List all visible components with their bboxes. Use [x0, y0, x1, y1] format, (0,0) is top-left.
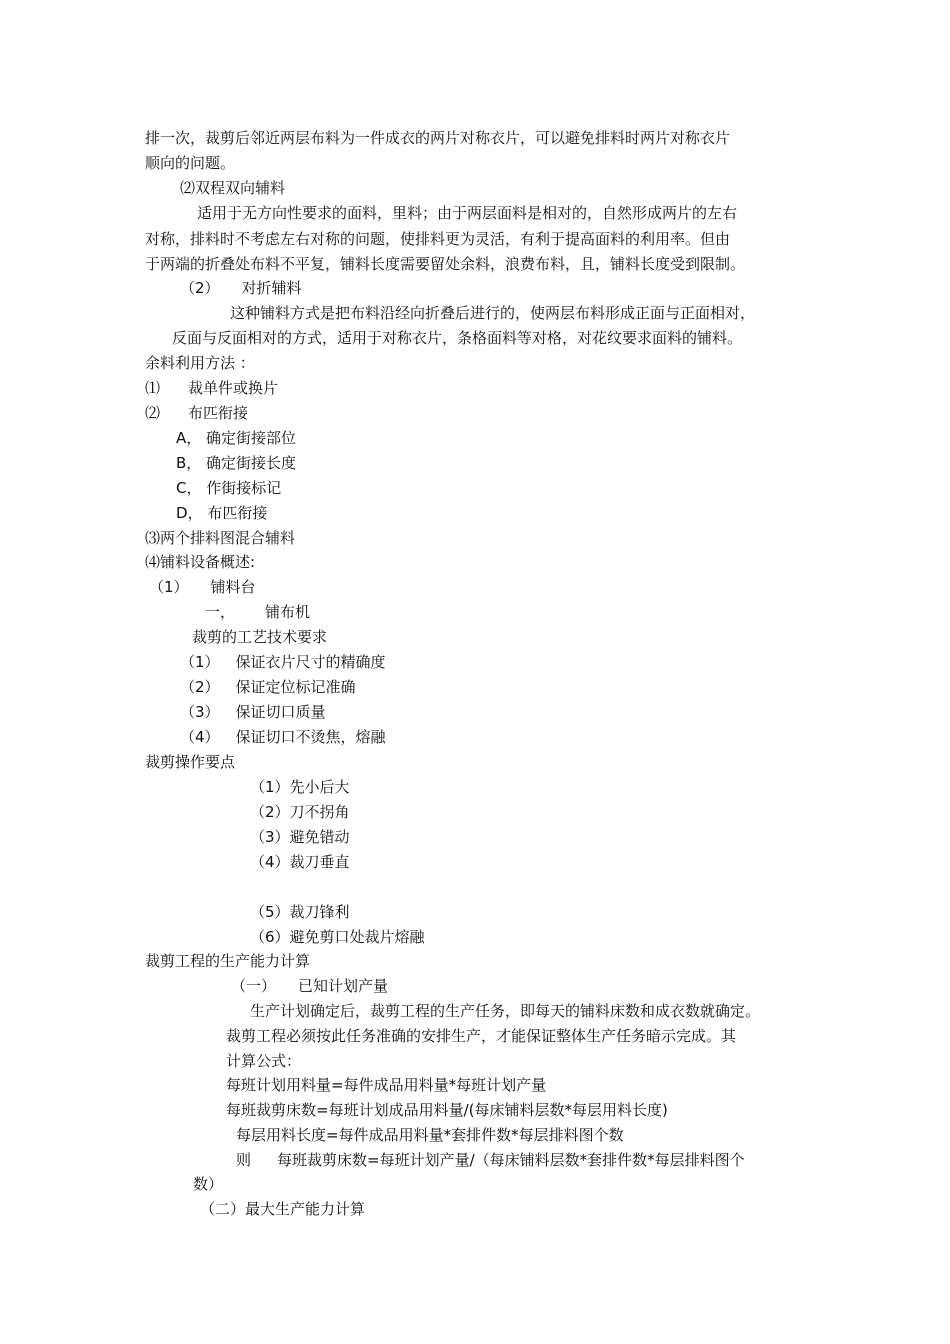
formula-3: 每层用料长度=每件成品用料量*套排件数*每层排料图个数 [236, 1126, 624, 1144]
equipment-item-1 [149, 577, 256, 597]
operation-item-4: （4）裁刀垂直 [250, 853, 350, 871]
equipment-item-1-text: 铺料台 [210, 578, 256, 596]
leftover-sub-a: A， 确定街接部位 [176, 429, 297, 447]
intro-line-1: 排一次，裁剪后邻近两层布料为一件成衣的两片对称衣片，可以避免排料时两片对称衣片 [145, 129, 731, 147]
capacity-subheading-1 [231, 976, 388, 996]
capacity-heading: 裁剪工程的生产能力计算 [145, 952, 311, 970]
process-item-3-text: 保证切口质量 [235, 703, 326, 721]
process-item-4-text: 保证切口不烫焦，熔融 [235, 728, 386, 746]
process-item-3 [180, 702, 326, 722]
capacity-paragraph-line-2: 裁剪工程必须按此任务准确的安排生产，才能保证整体生产任务暗示完成。其 [226, 1027, 737, 1045]
equipment-item-2 [205, 602, 310, 622]
process-item-1 [180, 652, 386, 672]
formula-2: 每班裁剪床数=每班计划成品用料量/(每床铺料层数*每层用料长度) [226, 1101, 668, 1119]
leftover-sub-b: B， 确定街接长度 [176, 454, 297, 472]
leftover-item-2-number: ⑵ [145, 404, 161, 422]
capacity-paragraph-line-1: 生产计划确定后，裁剪工程的生产任务，即每天的铺料床数和成衣数就确定。 [250, 1002, 761, 1020]
fold-paragraph-line-2: 反面与反面相对的方式，适用于对称衣片，条格面料等对格，对花纹要求面料的铺料。 [172, 329, 743, 347]
leftover-item-3: ⑶两个排料图混合辅料 [145, 529, 296, 547]
formula-4-text: 每班裁剪床数=每班计划产量/（每床铺料层数*套排件数*每层排料图个 [277, 1151, 745, 1169]
process-item-2-number: （2） [180, 678, 220, 696]
operation-heading: 裁剪操作要点 [145, 753, 236, 771]
leftover-sub-d: D， 布匹衔接 [176, 504, 268, 522]
process-heading: 裁剪的工艺技术要求 [192, 628, 328, 646]
operation-item-3: （3）避免错动 [250, 828, 350, 846]
intro-line-2: 顺向的问题。 [145, 154, 236, 172]
fold-number: （2） [180, 279, 220, 297]
double-way-paragraph-line-3: 于两端的折叠处布料不平复，铺料长度需要留处余料，浪费布料，且，铺料长度受到限制。 [145, 255, 746, 273]
operation-item-1: （1）先小后大 [250, 778, 350, 796]
process-item-1-text: 保证衣片尺寸的精确度 [235, 653, 386, 671]
operation-item-2: （2）刀不拐角 [250, 803, 350, 821]
process-item-2-text: 保证定位标记准确 [235, 678, 356, 696]
fold-heading [180, 278, 302, 298]
equipment-item-2-number: 一， [205, 603, 236, 621]
leftover-heading: 余料利用方法 ： [145, 354, 255, 372]
leftover-item-2-text: 布匹衔接 [188, 404, 249, 422]
equipment-item-1-number: （1） [149, 578, 189, 596]
leftover-item-1-number: ⑴ [145, 379, 161, 397]
double-way-heading: ⑵双程双向辅料 [180, 179, 286, 197]
capacity-subheading-2: （二）最大生产能力计算 [200, 1200, 366, 1218]
process-item-4 [180, 727, 386, 747]
fold-title: 对折辅料 [241, 279, 302, 297]
process-item-3-number: （3） [180, 703, 220, 721]
leftover-sub-c: C， 作街接标记 [176, 479, 282, 497]
leftover-item-1 [145, 378, 278, 398]
capacity-paragraph-line-3: 计算公式： [226, 1052, 302, 1070]
process-item-1-number: （1） [180, 653, 220, 671]
operation-item-6: （6）避免剪口处裁片熔融 [250, 928, 425, 946]
equipment-item-2-text: 铺布机 [265, 603, 311, 621]
capacity-subheading-1-text: 已知计划产量 [298, 977, 389, 995]
process-item-4-number: （4） [180, 728, 220, 746]
formula-4 [236, 1150, 745, 1170]
double-way-paragraph-line-1: 适用于无方向性要求的面料，里料；由于两层面料是相对的，自然形成两片的左右 [197, 204, 738, 222]
leftover-item-1-text: 裁单件或换片 [188, 379, 279, 397]
formula-4-prefix: 则 [236, 1151, 252, 1169]
capacity-subheading-1-number: （一） [231, 977, 277, 995]
formula-1: 每班计划用料量=每件成品用料量*每班计划产量 [226, 1076, 547, 1094]
operation-item-5: （5）裁刀锋利 [250, 903, 350, 921]
leftover-item-4: ⑷铺料设备概述: [145, 553, 256, 571]
leftover-item-2 [145, 403, 248, 423]
formula-4-continuation: 数） [193, 1175, 224, 1193]
double-way-paragraph-line-2: 对称，排料时不考虑左右对称的问题，使排料更为灵活，有利于提高面料的利用率。但由 [145, 230, 731, 248]
process-item-2 [180, 677, 356, 697]
fold-paragraph-line-1: 这种铺料方式是把布料沿经向折叠后进行的，使两层布料形成正面与正面相对， [230, 304, 756, 322]
